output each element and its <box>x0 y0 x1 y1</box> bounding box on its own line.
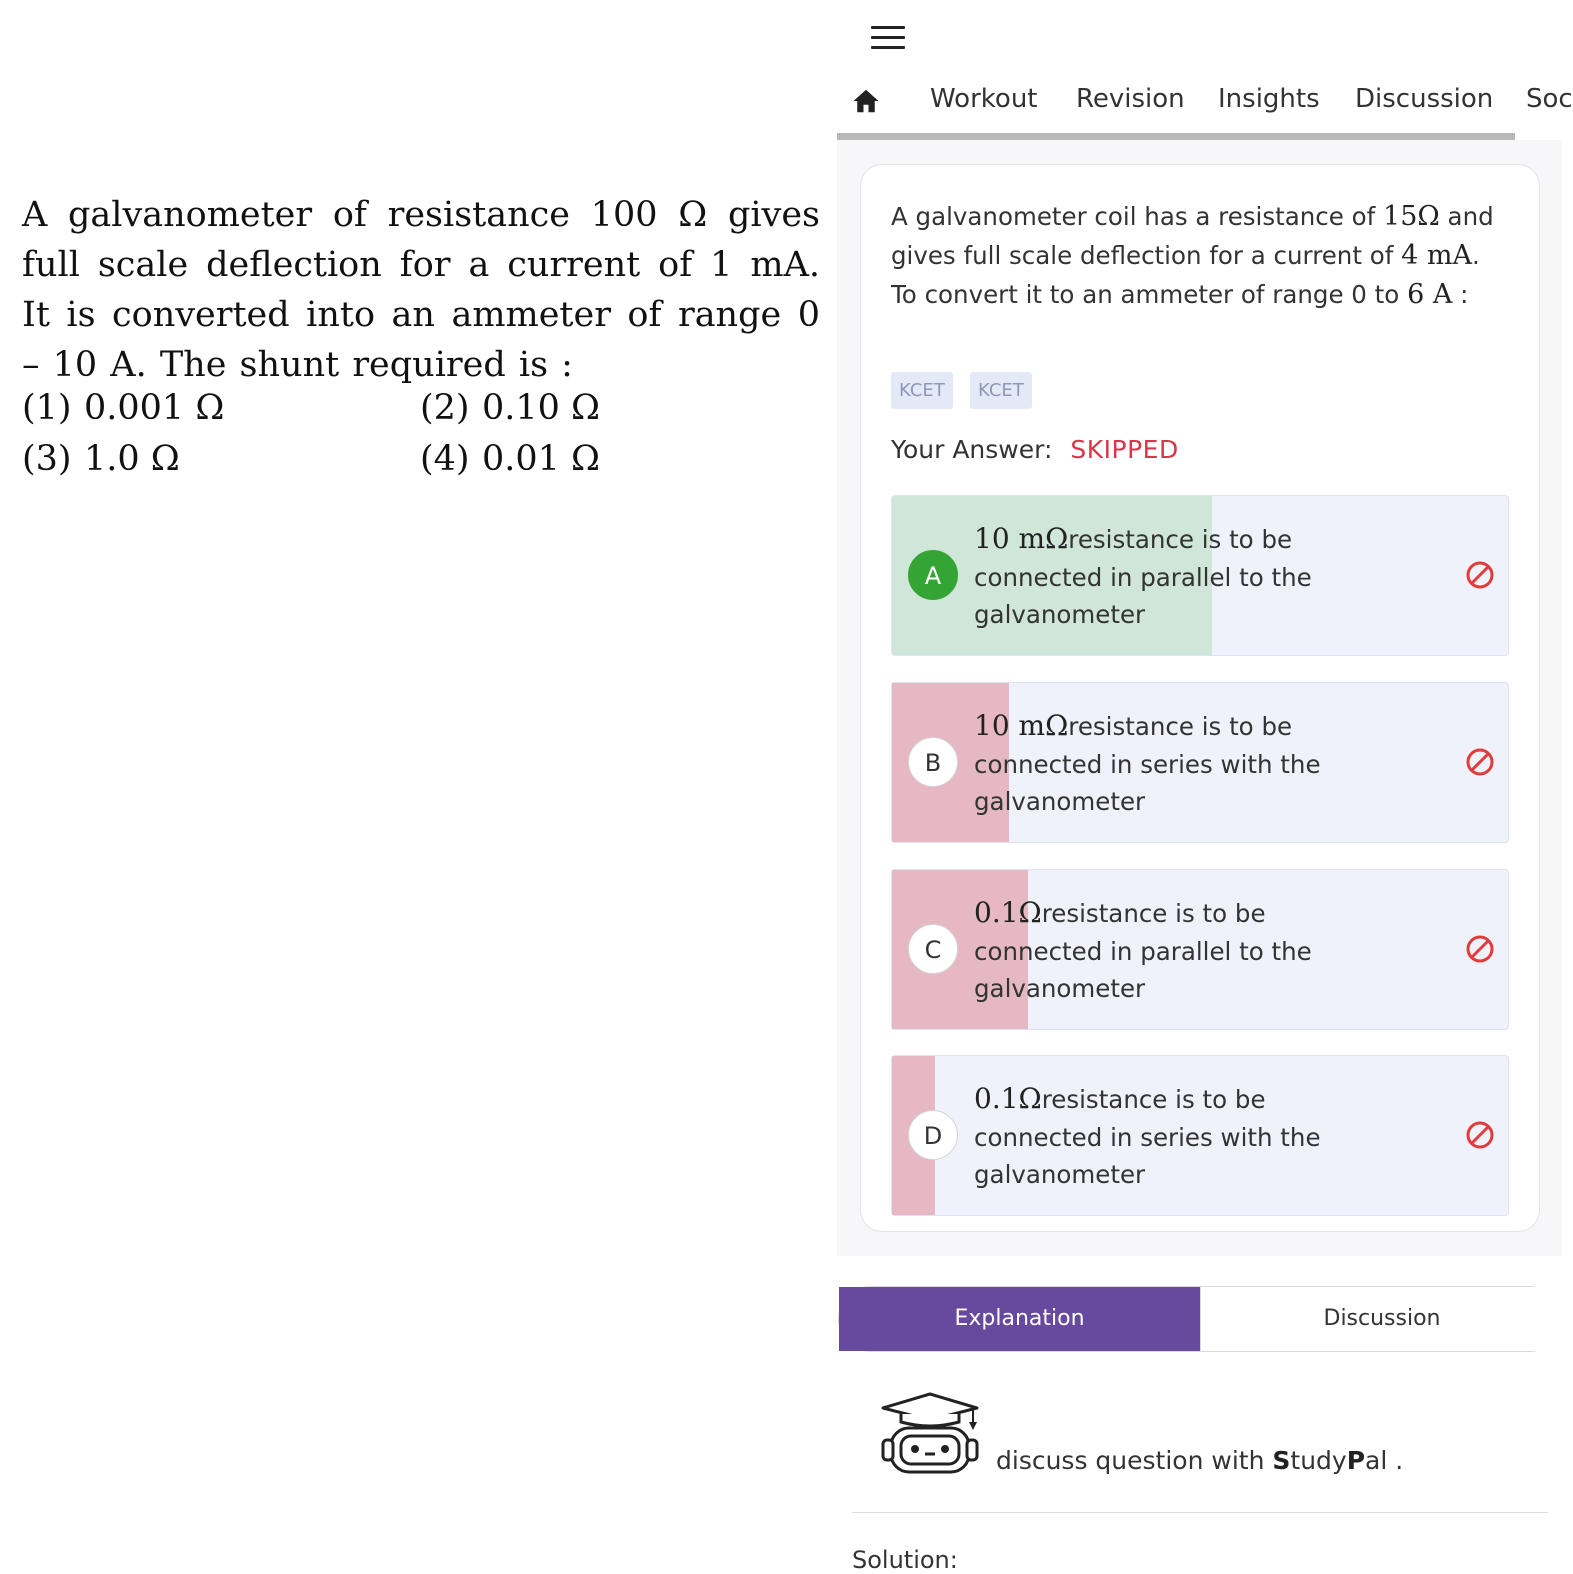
tab-revision[interactable]: Revision <box>1076 84 1185 114</box>
scanned-option-2 <box>420 388 600 428</box>
studypal-text-part: tudy <box>1290 1446 1347 1475</box>
option-text <box>974 894 1394 1008</box>
option-d[interactable] <box>891 1055 1509 1216</box>
scanned-option-3 <box>22 439 180 479</box>
not-selected-icon <box>1464 1119 1496 1151</box>
option-math: 0.1Ω <box>974 1082 1042 1115</box>
option-b[interactable] <box>891 682 1509 843</box>
scanned-option-number: (4) <box>420 439 470 479</box>
option-label: resistance is to be connected in series with the galvanometer <box>974 1085 1321 1189</box>
question-math: 6 A <box>1407 279 1453 310</box>
option-c[interactable] <box>891 869 1509 1030</box>
explanation-tab[interactable]: Explanation <box>839 1287 1200 1351</box>
studypal-text-part: S <box>1272 1446 1291 1475</box>
question-math: 15Ω <box>1383 201 1440 232</box>
tab-workout[interactable]: Workout <box>930 84 1038 114</box>
scanned-option-number: (3) <box>22 439 72 479</box>
scanned-option-4 <box>420 439 600 479</box>
exam-tag[interactable]: KCET <box>891 372 953 409</box>
explanation-discussion-toggle <box>838 1286 1562 1352</box>
studypal-text-part: . <box>1387 1446 1404 1475</box>
scanned-option-number: (1) <box>22 388 72 428</box>
question-card <box>860 164 1540 1232</box>
not-selected-icon <box>1464 933 1496 965</box>
not-selected-icon <box>1464 746 1496 778</box>
studypal-robot-icon <box>877 1392 983 1476</box>
option-letter-badge: C <box>908 924 958 974</box>
studypal-text-part: P <box>1346 1446 1366 1475</box>
discussion-tab[interactable]: Discussion <box>1200 1287 1563 1351</box>
scanned-option-text: 0.01 Ω <box>482 439 601 479</box>
scanned-option-text: 0.001 Ω <box>84 388 225 428</box>
tab-discussion[interactable]: Discussion <box>1355 84 1494 114</box>
option-letter-badge: B <box>908 737 958 787</box>
app-panel <box>837 0 1573 1574</box>
option-text <box>974 707 1394 821</box>
top-nav <box>837 70 1573 140</box>
studypal-text <box>996 1446 1403 1475</box>
your-answer-label: Your Answer: <box>891 435 1053 464</box>
question-text <box>891 197 1511 314</box>
studypal-link[interactable] <box>877 1392 1537 1482</box>
studypal-text-part: discuss question with <box>996 1446 1273 1475</box>
question-text-part: and gives full scale deflection for a current of <box>891 202 1494 270</box>
home-icon[interactable] <box>851 86 887 120</box>
scanned-question <box>22 190 820 390</box>
hamburger-menu-icon[interactable] <box>871 24 907 52</box>
solution-heading: Solution: <box>852 1546 958 1574</box>
scanned-question-stem: A galvanometer of resistance 100 Ω gives full scale deflection for a current of 1 mA. It is converted into an ammeter of range 0 – 10 A. The shunt required is : <box>22 195 820 385</box>
scanned-option-text: 0.10 Ω <box>482 388 601 428</box>
option-math: 10 mΩ <box>974 522 1069 555</box>
option-label: resistance is to be connected in series with the galvanometer <box>974 712 1321 816</box>
nav-scroll-indicator <box>837 133 1515 140</box>
question-math: 4 mA <box>1401 240 1472 271</box>
option-letter-badge: A <box>908 550 958 600</box>
divider <box>852 1512 1548 1513</box>
studypal-text-part: al <box>1365 1446 1388 1475</box>
question-text-part: . To convert it to an ammeter of range 0 to <box>891 241 1480 309</box>
option-math: 10 mΩ <box>974 709 1069 742</box>
question-area <box>837 140 1562 1256</box>
option-text <box>974 520 1394 634</box>
option-label: resistance is to be connected in parallel to the galvanometer <box>974 899 1312 1003</box>
your-answer <box>891 435 1179 464</box>
tab-insights[interactable]: Insights <box>1218 84 1320 114</box>
option-text <box>974 1080 1394 1194</box>
tab-social[interactable]: Soc <box>1526 84 1573 114</box>
scanned-option-number: (2) <box>420 388 470 428</box>
scanned-option-1 <box>22 388 224 428</box>
exam-tag[interactable]: KCET <box>970 372 1032 409</box>
question-text-part: A galvanometer coil has a resistance of <box>891 202 1384 231</box>
option-label: resistance is to be connected in parallel to the galvanometer <box>974 525 1312 629</box>
option-math: 0.1Ω <box>974 896 1042 929</box>
option-a[interactable] <box>891 495 1509 656</box>
question-text-part: : <box>1452 280 1469 309</box>
not-selected-icon <box>1464 559 1496 591</box>
option-letter-badge: D <box>908 1110 958 1160</box>
scanned-option-text: 1.0 Ω <box>84 439 180 479</box>
your-answer-value: SKIPPED <box>1070 435 1179 464</box>
